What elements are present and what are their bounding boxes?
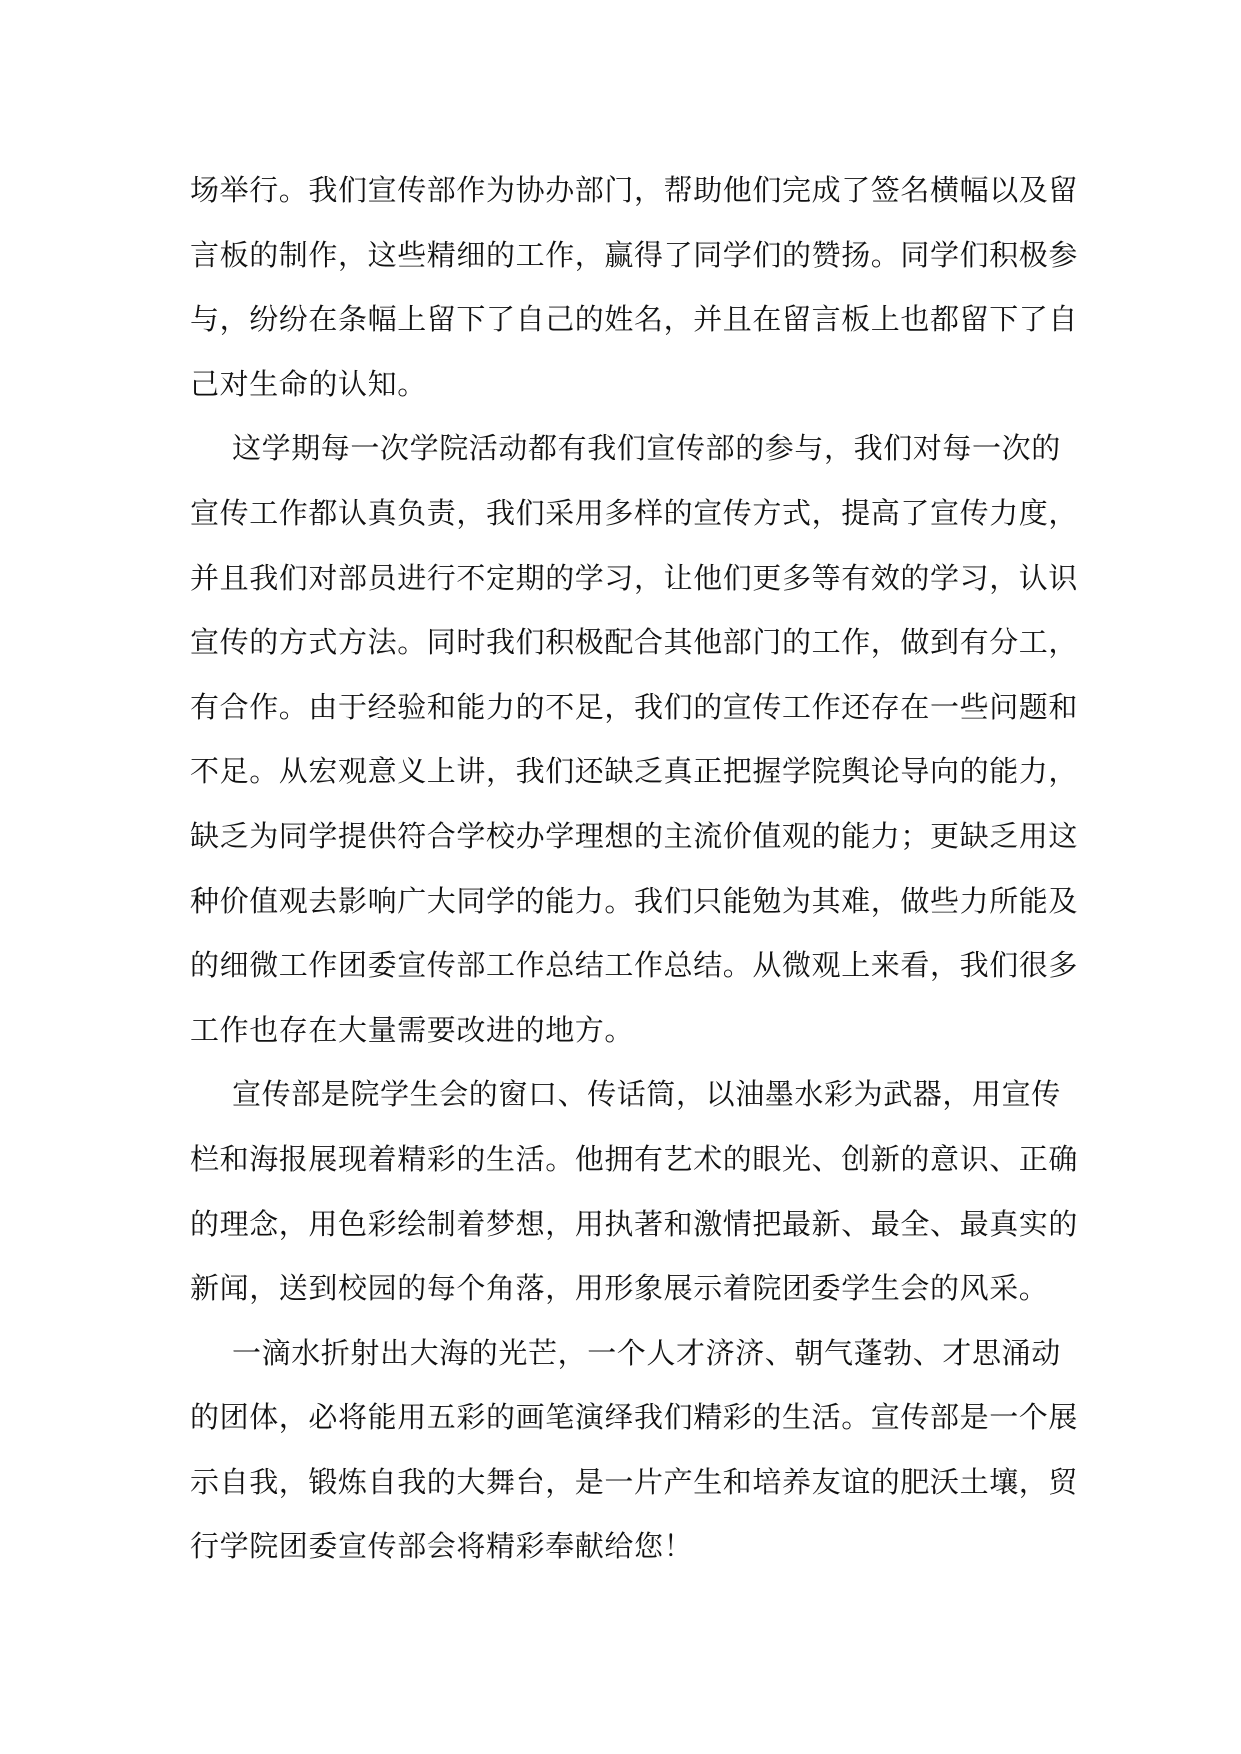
text-line: 宣传工作都认真负责，我们采用多样的宣传方式，提高了宣传力度， (190, 495, 1079, 530)
text-line: 己对生命的认知。 (190, 366, 427, 401)
text-line: 并且我们对部员进行不定期的学习，让他们更多等有效的学习，认识 (190, 560, 1079, 595)
text-line: 种价值观去影响广大同学的能力。我们只能勉为其难，做些力所能及 (190, 883, 1079, 918)
text-line: 的理念，用色彩绘制着梦想，用执著和激情把最新、最全、最真实的 (190, 1206, 1079, 1241)
text-line: 新闻，送到校园的每个角落，用形象展示着院团委学生会的风采。 (190, 1271, 1049, 1306)
text-line: 的细微工作团委宣传部工作总结工作总结。从微观上来看，我们很多 (190, 948, 1079, 983)
text-line: 宣传部是院学生会的窗口、传话筒，以油墨水彩为武器，用宣传 (232, 1077, 1061, 1112)
text-line: 示自我，锻炼自我的大舞台，是一片产生和培养友谊的肥沃土壤，贸 (190, 1464, 1079, 1499)
text-line: 有合作。由于经验和能力的不足，我们的宣传工作还存在一些问题和 (190, 689, 1079, 724)
text-line: 不足。从宏观意义上讲，我们还缺乏真正把握学院舆论导向的能力， (190, 754, 1079, 789)
text-line: 缺乏为同学提供符合学校办学理想的主流价值观的能力；更缺乏用这 (190, 818, 1079, 853)
text-line: 栏和海报展现着精彩的生活。他拥有艺术的眼光、创新的意识、正确 (190, 1141, 1079, 1176)
text-line: 行学院团委宣传部会将精彩奉献给您！ (190, 1529, 694, 1564)
text-line: 的团体，必将能用五彩的画笔演绎我们精彩的生活。宣传部是一个展 (190, 1400, 1079, 1435)
text-line: 言板的制作，这些精细的工作，赢得了同学们的赞扬。同学们积极参 (190, 237, 1079, 272)
text-line: 宣传的方式方法。同时我们积极配合其他部门的工作，做到有分工， (190, 625, 1079, 660)
text-line: 这学期每一次学院活动都有我们宣传部的参与，我们对每一次的 (232, 431, 1061, 466)
text-line: 场举行。我们宣传部作为协办部门，帮助他们完成了签名横幅以及留 (190, 173, 1079, 207)
paragraph-3 (190, 1062, 1079, 1320)
text-line: 工作也存在大量需要改进的地方。 (190, 1012, 635, 1047)
text-line: 与，纷纷在条幅上留下了自己的姓名，并且在留言板上也都留下了自 (190, 302, 1079, 337)
document-body (190, 158, 1079, 1579)
text-line: 一滴水折射出大海的光芒，一个人才济济、朝气蓬勃、才思涌动 (232, 1335, 1061, 1370)
paragraph-2 (190, 416, 1079, 1062)
paragraph-1 (190, 158, 1079, 416)
paragraph-4 (190, 1321, 1079, 1579)
